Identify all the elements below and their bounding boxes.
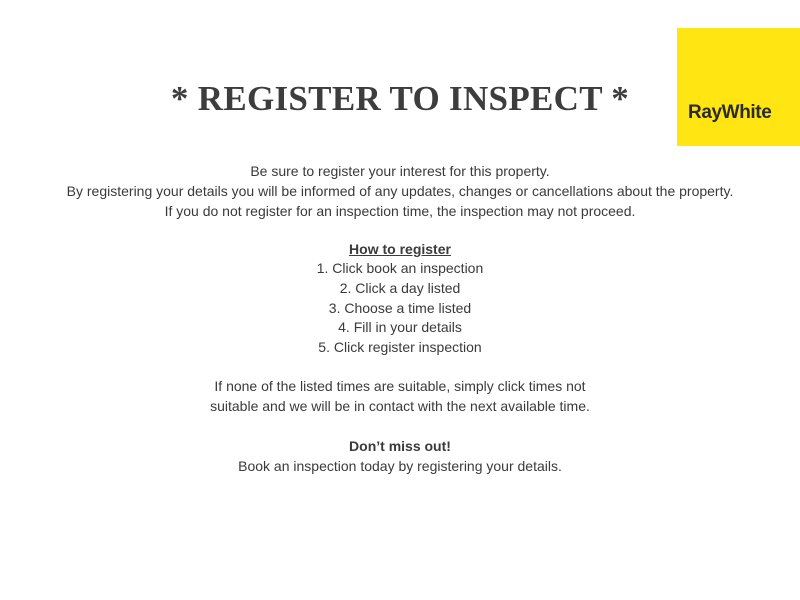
- intro-line: Be sure to register your interest for this property.: [250, 163, 550, 179]
- steps-list: [0, 259, 800, 358]
- logo-text: RayWhite: [688, 102, 772, 123]
- how-to-register-section: [0, 239, 800, 358]
- intro-paragraph: [0, 161, 800, 221]
- step-item: 2. Click a day listed: [339, 279, 461, 296]
- how-to-register-heading: How to register: [349, 241, 451, 257]
- note-line: suitable and we will be in contact with the next available time.: [210, 398, 590, 414]
- cta-heading: Don’t miss out!: [349, 438, 451, 454]
- intro-line: By registering your details you will be informed of any updates, changes or cancellations about the property.: [66, 183, 734, 199]
- step-item: 5. Click register inspection: [318, 339, 482, 355]
- call-to-action: [0, 436, 800, 476]
- step-item: 4. Fill in your details: [338, 319, 462, 336]
- times-not-suitable-note: [0, 376, 800, 416]
- step-item: 1. Click book an inspection: [316, 260, 484, 276]
- note-line: If none of the listed times are suitable, simply click times not: [214, 378, 586, 394]
- cta-text: Book an inspection today by registering your details.: [238, 458, 562, 474]
- step-item: 3. Choose a time listed: [328, 299, 472, 316]
- intro-line: If you do not register for an inspection time, the inspection may not proceed.: [164, 203, 636, 219]
- page-title: * REGISTER TO INSPECT *: [170, 79, 630, 118]
